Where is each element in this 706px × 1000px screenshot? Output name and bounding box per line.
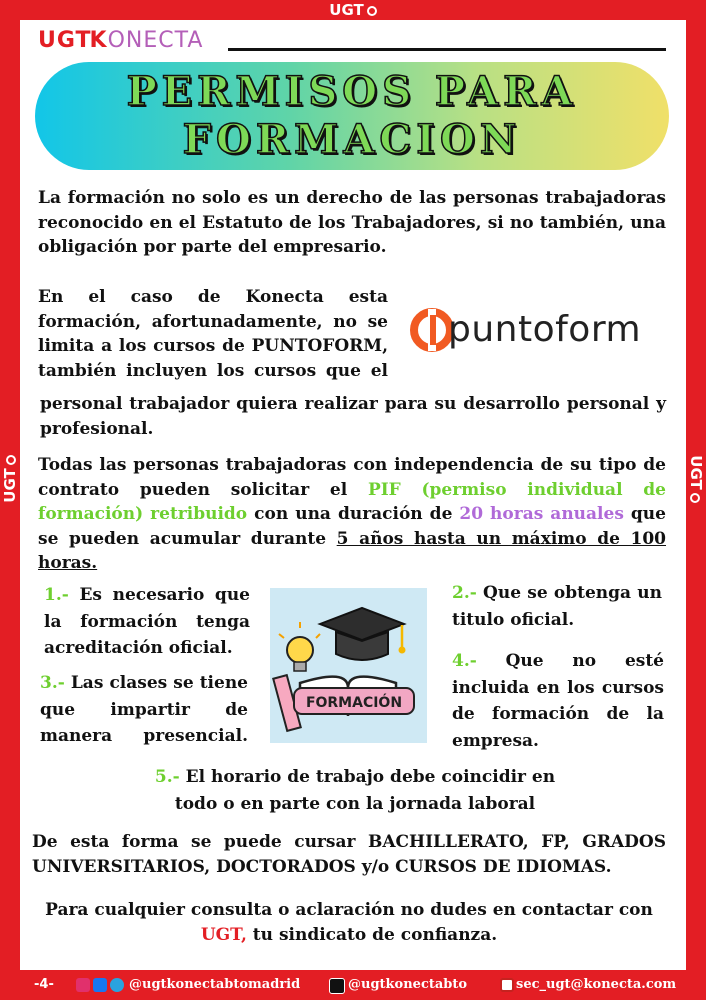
- contact-email[interactable]: sec_ugt@konecta.com: [516, 977, 677, 992]
- pif-paragraph: Todas las personas trabajadoras con independencia de su tipo de contrato pueden solicitar el PIF (permiso individual de formación) retribuido con una duración de 20 horas anuales que se pueden acumular durante 5 años hasta un máximo de 100 horas.: [38, 455, 666, 573]
- illustration-label: FORMACIÓN: [305, 695, 403, 711]
- ugt-top-mark: UGT: [318, 1, 388, 19]
- intro-paragraph: La formación no solo es un derecho de las personas trabajadoras reconocido en el Estatuto de los Trabajadores, si no también, una obligación por parte del empresario.: [38, 188, 666, 257]
- ugt-circle-icon: [690, 493, 700, 503]
- social-handle-madrid[interactable]: @ugtkonectabtomadrid: [129, 977, 301, 992]
- requirement-5: 5.- El horario de trabajo debe coincidir en todo o en parte con la jornada laboral: [154, 767, 556, 814]
- requirement-1: 1.- Es necesario que la formación tenga acreditación oficial.: [44, 585, 250, 658]
- courses-paragraph: De esta forma se puede cursar BACHILLERATO, FP, GRADOS UNIVERSITARIOS, DOCTORADOS y/o CURSOS DE IDIOMAS.: [32, 832, 666, 877]
- ugt-circle-icon: [6, 455, 16, 465]
- ugt-left-mark: UGT: [1, 449, 19, 509]
- facebook-icon[interactable]: [93, 978, 107, 992]
- x-twitter-icon[interactable]: [329, 978, 345, 994]
- konecta-paragraph-cont: personal trabajador quiera realizar para su desarrollo personal y profesional.: [40, 394, 666, 439]
- requirement-4: 4.- Que no esté incluida en los cursos de formación de la empresa.: [452, 651, 664, 751]
- page-number: -4-: [34, 977, 54, 992]
- konecta-paragraph: En el caso de Konecta esta formación, afortunadamente, no se limita a los cursos de PUNTOFORM, también incluyen los cursos que el: [38, 287, 388, 381]
- ugt-circle-icon: [367, 6, 377, 16]
- puntoform-logo-text: puntoform: [448, 309, 642, 350]
- social-handle-x[interactable]: @ugtkonectabto: [348, 977, 468, 992]
- header-rule: [228, 48, 666, 51]
- gmail-icon[interactable]: [500, 978, 514, 992]
- requirement-3: 3.- Las clases se tiene que impartir de manera presencial.: [40, 673, 248, 746]
- ugt-right-mark: UGT: [687, 449, 705, 509]
- instagram-icon[interactable]: [76, 978, 90, 992]
- contact-paragraph: Para cualquier consulta o aclaración no dudes en contactar con UGT, tu sindicato de confianza.: [45, 900, 653, 945]
- requirement-2: 2.- Que se obtenga un titulo oficial.: [452, 583, 662, 630]
- telegram-icon[interactable]: [110, 978, 124, 992]
- page-title: PERMISOS PARA FORMACION: [126, 68, 578, 163]
- formacion-illustration: [270, 588, 427, 743]
- brand-logo: UGTKONECTA: [38, 28, 204, 53]
